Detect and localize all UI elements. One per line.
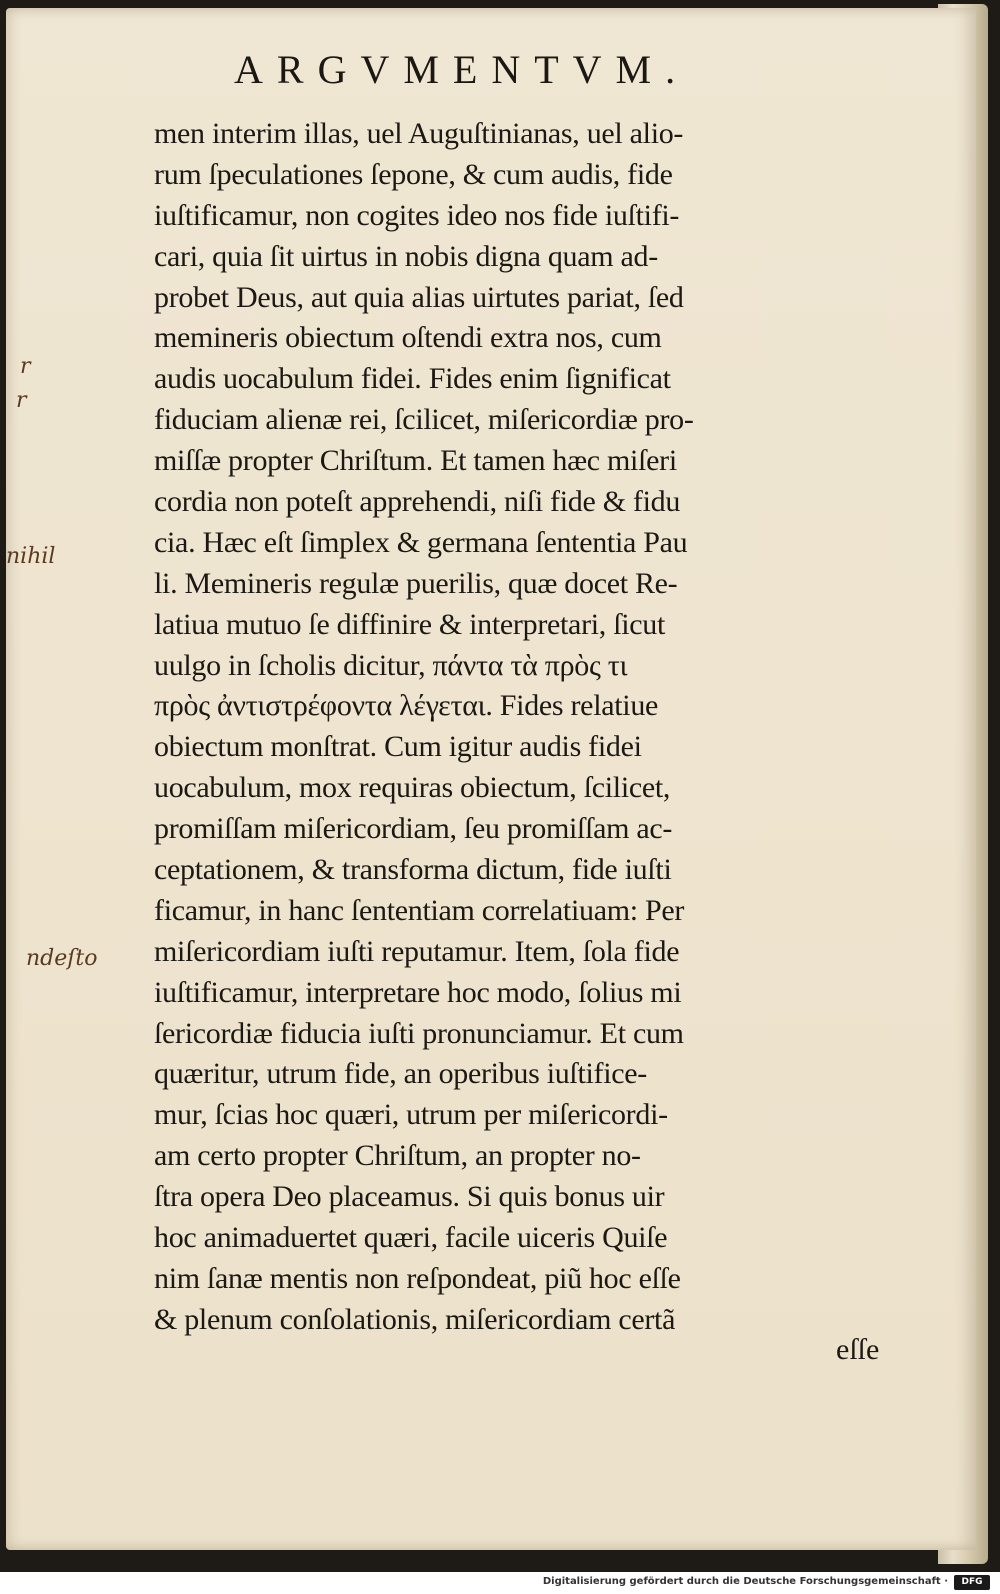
text-line: rum ſpeculationes ſepone, & cum audis, fide (154, 157, 673, 191)
text-line: audis uocabulum fidei. Fides enim ſignificat (154, 362, 671, 396)
text-line: & plenum conſolationis, miſericordiam certã (154, 1302, 676, 1336)
text-line: mur, ſcias hoc quæri, utrum per miſericordi- (154, 1098, 668, 1132)
text-line: iuſtificamur, interpretare hoc modo, ſolius mi (154, 975, 682, 1009)
text-line: uulgo in ſcholis dicitur, πάντα τὰ πρὸς τι (154, 648, 628, 682)
text-line: obiectum monſtrat. Cum igitur audis fidei (154, 730, 642, 764)
text-line: fiduciam alienæ rei, ſcilicet, miſericordiæ pro- (154, 403, 694, 437)
text-line: ſericordiæ fiducia iuſti pronunciamur. Et cum (154, 1016, 684, 1050)
text-line: hoc animaduertet quæri, facile uiceris Quiſe (154, 1221, 668, 1255)
text-line: am certo propter Chriſtum, an propter no- (154, 1139, 641, 1173)
marginal-annotation: r (20, 354, 31, 379)
text-line: probet Deus, aut quia alias uirtutes pariat, ſed (154, 280, 684, 314)
catchword: eſſe (836, 1333, 880, 1366)
text-line: cia. Hæc eſt ſimplex & germana ſententia Pau (154, 525, 688, 559)
text-line: cari, quia ſit uirtus in nobis digna quam ad- (154, 239, 658, 273)
text-line: iuſtificamur, non cogites ideo nos fide iuſtifi- (154, 198, 680, 232)
text-line: cordia non poteſt apprehendi, niſi fide & fidu (154, 485, 681, 519)
text-line: quæritur, utrum fide, an operibus iuſtifice- (154, 1057, 647, 1091)
digitization-credit-bar (0, 1572, 1000, 1594)
book-page (6, 8, 976, 1550)
text-line: πρὸς ἀντιστρέφοντα λέγεται. Fides relatiue (154, 689, 659, 723)
text-line: uocabulum, mox requiras obiectum, ſcilicet, (154, 771, 671, 805)
body-text (154, 114, 894, 1341)
text-line: men interim illas, uel Auguſtinianas, uel alio- (154, 117, 684, 150)
marginal-annotation: nihil (6, 544, 56, 569)
text-line: li. Memineris regulæ puerilis, quæ docet Re- (154, 566, 678, 600)
text-line: ficamur, in hanc ſententiam correlatiuam: Per (154, 893, 685, 927)
marginal-annotation: r (16, 388, 27, 413)
dfg-logo: DFG (954, 1575, 990, 1590)
text-line: nim ſanæ mentis non reſpondeat, piũ hoc eſſe (154, 1261, 681, 1295)
digitization-credit: Digitalisierung gefördert durch die Deutsche Forschungsgemeinschaft · (542, 1576, 948, 1587)
text-line: latiua mutuo ſe diffinire & interpretari, ſicut (154, 607, 666, 641)
text-line: memineris obiectum oſtendi extra nos, cum (154, 321, 662, 355)
marginal-annotation: ndeſto (26, 946, 98, 971)
text-line: miſericordiam iuſti reputamur. Item, ſola fide (154, 934, 680, 968)
text-line: ceptationem, & transforma dictum, fide iuſti (154, 853, 672, 887)
running-title: ARGVMENTVM. (234, 47, 690, 92)
text-line: promiſſam miſericordiam, ſeu promiſſam ac- (154, 812, 673, 846)
text-line: ſtra opera Deo placeamus. Si quis bonus uir (154, 1180, 665, 1214)
text-line: miſſæ propter Chriſtum. Et tamen hæc miſeri (154, 444, 677, 478)
